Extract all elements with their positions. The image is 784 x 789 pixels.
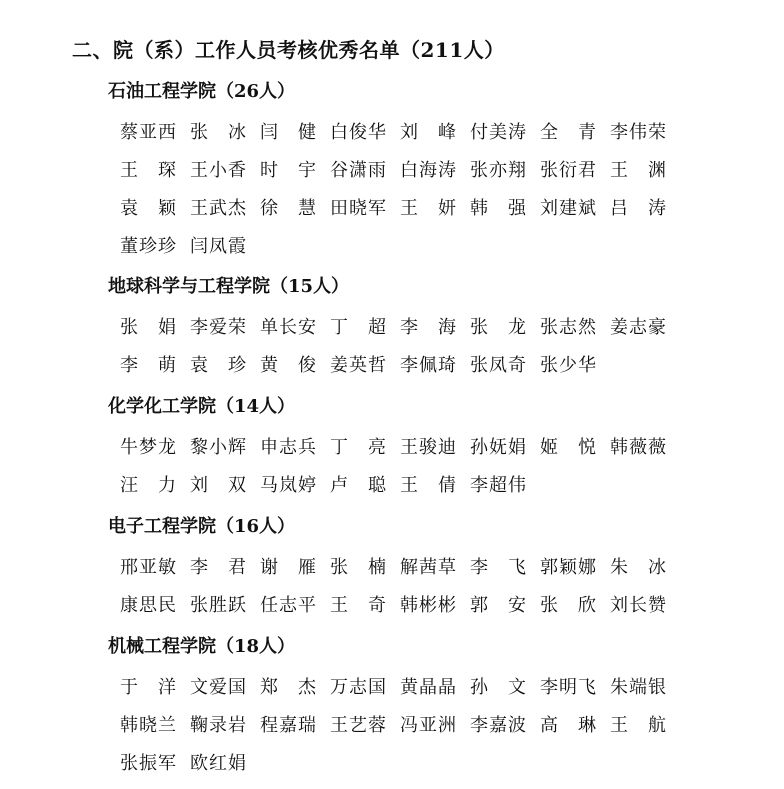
- person-name: 鞠录岩: [190, 715, 246, 736]
- name-list: [120, 555, 680, 631]
- person-name: 闫 健: [260, 122, 316, 143]
- section-title: 地球科学与工程学院（15人）: [108, 276, 350, 297]
- person-name: 欧红娟: [190, 753, 246, 774]
- person-name: 朱端银: [610, 677, 666, 698]
- person-name: 郭 安: [470, 595, 526, 616]
- person-name: 田晓军: [330, 198, 386, 219]
- person-name: 王 妍: [400, 198, 456, 219]
- person-name: 邢亚敏: [120, 557, 176, 578]
- person-name: 汪 力: [120, 475, 176, 496]
- person-name: 韩晓兰: [120, 715, 176, 736]
- person-name: 刘建斌: [540, 198, 596, 219]
- person-name: 孙妩娟: [470, 437, 526, 458]
- person-name: 付美涛: [470, 122, 526, 143]
- person-name: 李佩琦: [400, 355, 456, 376]
- section-title: 电子工程学院（16人）: [108, 516, 296, 537]
- person-name: 刘 双: [190, 475, 246, 496]
- person-name: 郑 杰: [260, 677, 316, 698]
- person-name: 刘 峰: [400, 122, 456, 143]
- person-name: 丁 超: [330, 317, 386, 338]
- person-name: 申志兵: [260, 437, 316, 458]
- person-name: 文爱国: [190, 677, 246, 698]
- person-name: 王小香: [190, 160, 246, 181]
- person-name: 李嘉波: [470, 715, 526, 736]
- person-name: 谢 雁: [260, 557, 316, 578]
- person-name: 冯亚洲: [400, 715, 456, 736]
- person-name: 王 奇: [330, 595, 386, 616]
- person-name: 张振军: [120, 753, 176, 774]
- name-list: [120, 675, 680, 789]
- section-petroleum-engineering: [108, 80, 680, 272]
- person-name: 时 宇: [260, 160, 316, 181]
- person-name: 韩彬彬: [400, 595, 456, 616]
- person-name: 王 航: [610, 715, 666, 736]
- person-name: 黄 俊: [260, 355, 316, 376]
- name-list: [120, 435, 680, 511]
- person-name: 程嘉瑞: [260, 715, 316, 736]
- person-name: 韩薇薇: [610, 437, 666, 458]
- section-title: 化学化工学院（14人）: [108, 396, 296, 417]
- section-mechanical-engineering: [108, 635, 680, 789]
- person-name: 王 倩: [400, 475, 456, 496]
- section-earth-science: [108, 275, 680, 391]
- person-name: 李 飞: [470, 557, 526, 578]
- person-name: 王骏迪: [400, 437, 456, 458]
- section-title: 石油工程学院（26人）: [108, 81, 296, 102]
- person-name: 闫凤霞: [190, 236, 246, 257]
- name-list: [120, 120, 680, 272]
- person-name: 张 娟: [120, 317, 176, 338]
- person-name: 李伟荣: [610, 122, 666, 143]
- person-name: 王 琛: [120, 160, 176, 181]
- person-name: 全 青: [540, 122, 596, 143]
- person-name: 张 欣: [540, 595, 596, 616]
- person-name: 韩 强: [470, 198, 526, 219]
- person-name: 黎小辉: [190, 437, 246, 458]
- person-name: 李超伟: [470, 475, 526, 496]
- person-name: 王武杰: [190, 198, 246, 219]
- person-name: 王艺蓉: [330, 715, 386, 736]
- person-name: 蔡亚西: [120, 122, 176, 143]
- person-name: 于 洋: [120, 677, 176, 698]
- person-name: 刘长赞: [610, 595, 666, 616]
- name-list: [120, 315, 680, 391]
- person-name: 李 海: [400, 317, 456, 338]
- person-name: 李爱荣: [190, 317, 246, 338]
- person-name: 张少华: [540, 355, 596, 376]
- person-name: 谷潇雨: [330, 160, 386, 181]
- section-chemistry: [108, 395, 680, 511]
- section-title: 机械工程学院（18人）: [108, 636, 296, 657]
- person-name: 张 冰: [190, 122, 246, 143]
- person-name: 丁 亮: [330, 437, 386, 458]
- person-name: 任志平: [260, 595, 316, 616]
- person-name: 卢 聪: [330, 475, 386, 496]
- person-name: 牛梦龙: [120, 437, 176, 458]
- person-name: 万志国: [330, 677, 386, 698]
- person-name: 郭颖娜: [540, 557, 596, 578]
- person-name: 张胜跃: [190, 595, 246, 616]
- person-name: 张 楠: [330, 557, 386, 578]
- person-name: 张衍君: [540, 160, 596, 181]
- person-name: 张 龙: [470, 317, 526, 338]
- document-heading: 二、院（系）工作人员考核优秀名单（211人）: [72, 38, 505, 62]
- person-name: 李 君: [190, 557, 246, 578]
- person-name: 白海涛: [400, 160, 456, 181]
- person-name: 李 萌: [120, 355, 176, 376]
- person-name: 白俊华: [330, 122, 386, 143]
- person-name: 王 渊: [610, 160, 666, 181]
- person-name: 袁 珍: [190, 355, 246, 376]
- person-name: 张志然: [540, 317, 596, 338]
- person-name: 姜志豪: [610, 317, 666, 338]
- person-name: 张凤奇: [470, 355, 526, 376]
- person-name: 董珍珍: [120, 236, 176, 257]
- person-name: 孙 文: [470, 677, 526, 698]
- person-name: 姬 悦: [540, 437, 596, 458]
- person-name: 单长安: [260, 317, 316, 338]
- section-electronic-engineering: [108, 515, 680, 631]
- person-name: 姜英哲: [330, 355, 386, 376]
- person-name: 马岚婷: [260, 475, 316, 496]
- person-name: 袁 颖: [120, 198, 176, 219]
- person-name: 黄晶晶: [400, 677, 456, 698]
- person-name: 徐 慧: [260, 198, 316, 219]
- person-name: 朱 冰: [610, 557, 666, 578]
- person-name: 李明飞: [540, 677, 596, 698]
- person-name: 康思民: [120, 595, 176, 616]
- person-name: 张亦翔: [470, 160, 526, 181]
- person-name: 解茜草: [400, 557, 456, 578]
- person-name: 吕 涛: [610, 198, 666, 219]
- person-name: 高 琳: [540, 715, 596, 736]
